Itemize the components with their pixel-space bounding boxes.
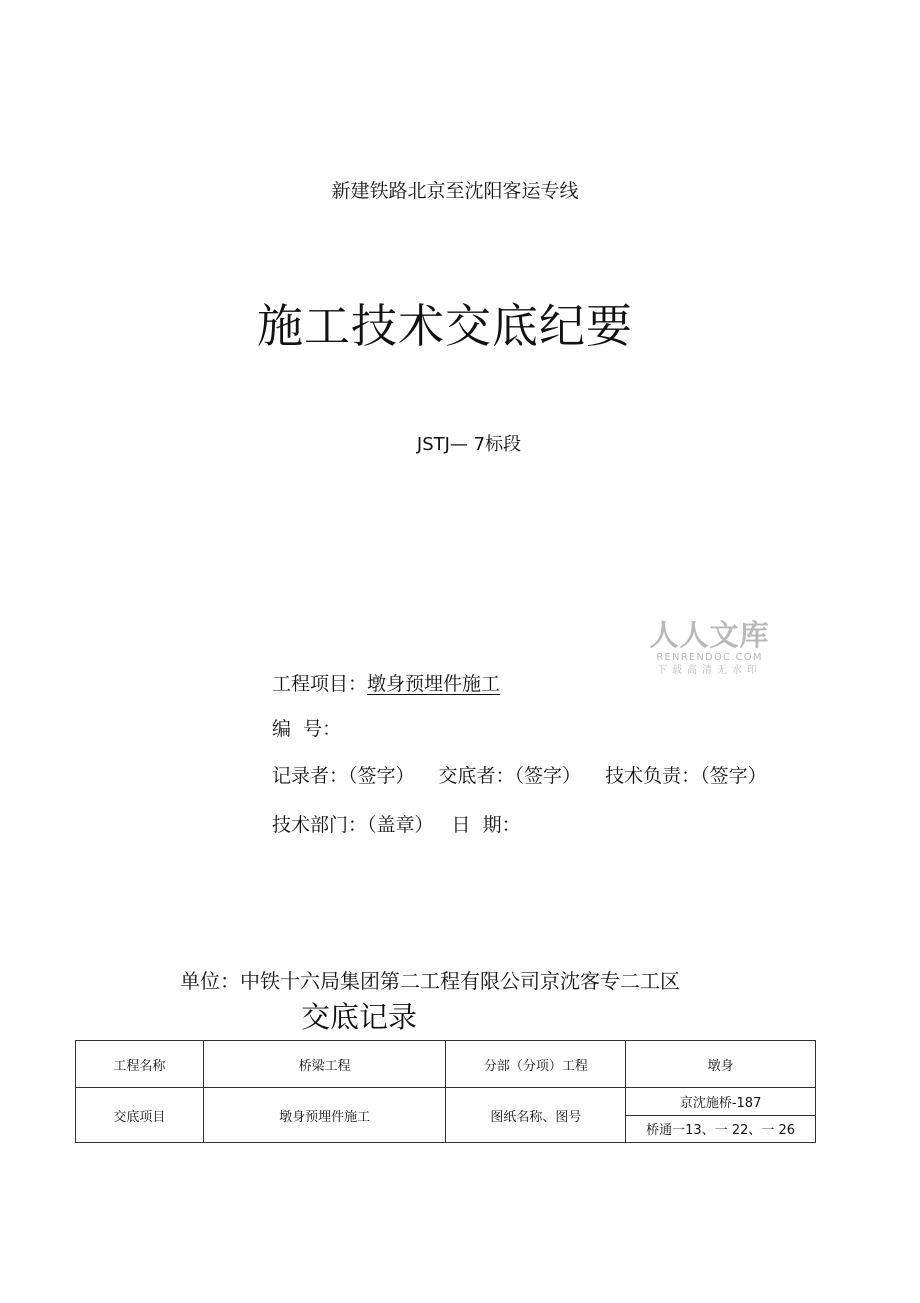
- number-label: 编 号：: [272, 718, 342, 740]
- project-value: 墩身预埋件施工: [367, 673, 501, 695]
- cell-subproject-value: 墩身: [626, 1041, 816, 1088]
- field-project: [272, 672, 500, 696]
- presenter-value: （签字）: [514, 765, 582, 787]
- watermark-tagline: 下载高清无水印: [657, 665, 762, 676]
- field-department: [272, 813, 521, 837]
- dept-label: 技术部门：: [272, 814, 368, 836]
- cell-drawing-label: 图纸名称、图号: [446, 1088, 626, 1143]
- tech-lead-value: （签字）: [700, 765, 767, 787]
- tech-lead-label: 技术负责：: [605, 765, 701, 787]
- table-row: [76, 1088, 816, 1116]
- recorder-label: 记录者：: [272, 765, 349, 787]
- date-label: 日 期：: [451, 814, 521, 836]
- document-subtitle: 新建铁路北京至沈阳客运专线: [331, 180, 579, 202]
- record-title: 交底记录: [301, 1000, 418, 1034]
- cell-subproject-label: 分部（分项）工程: [446, 1041, 626, 1088]
- presenter-label: 交底者：: [438, 765, 515, 787]
- watermark-site-text: RENRENDOC.COM: [656, 652, 763, 663]
- cell-item-value: 墩身预埋件施工: [203, 1088, 446, 1143]
- document-title: 施工技术交底纪要: [257, 299, 633, 353]
- field-signatures: [272, 764, 767, 788]
- dept-value: （盖章）: [367, 814, 434, 836]
- table-row: [76, 1041, 816, 1088]
- cell-drawing-number-1: 京沈施桥-187: [626, 1088, 816, 1116]
- cell-item-label: 交底项目: [76, 1088, 204, 1143]
- watermark-main-text: 人人文库: [649, 618, 770, 652]
- watermark-logo: [647, 618, 772, 678]
- unit-line: 单位：中铁十六局集团第二工程有限公司京沈客专二工区: [180, 969, 680, 993]
- cell-project-name-label: 工程名称: [76, 1041, 204, 1088]
- project-label: 工程项目：: [272, 673, 368, 695]
- field-number: [272, 717, 341, 741]
- cell-project-name-value: 桥梁工程: [203, 1041, 446, 1088]
- record-table: [75, 1040, 816, 1143]
- recorder-value: （签字）: [348, 765, 415, 787]
- cell-drawing-number-2: 桥通一13、一 22、一 26: [626, 1115, 816, 1143]
- section-code: JSTJ— 7标段: [416, 434, 522, 455]
